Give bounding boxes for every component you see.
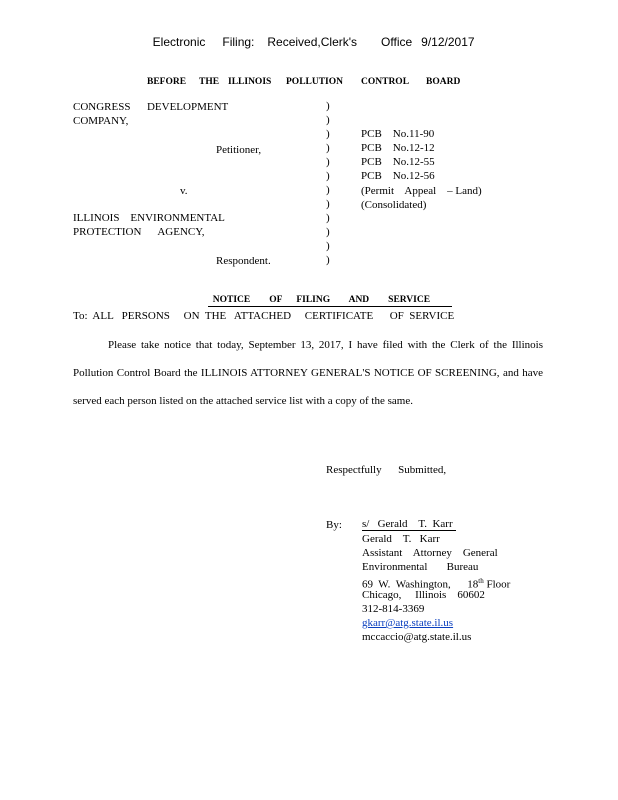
petitioner-role: Petitioner, xyxy=(216,144,262,156)
stamp-word: Electronic xyxy=(152,35,206,49)
electronic-signature: s/ Gerald T. Karr xyxy=(362,518,456,531)
caption-paren: ) xyxy=(326,156,330,168)
email-link[interactable]: gkarr@atg.state.il.us xyxy=(362,617,454,629)
body-paragraph: Please take notice that today, September 13, 2017, I have filed with the Clerk of the Illinois Pollution Control Board the ILLINOIS ATTORNEY GENERAL'S NOTICE OF SCREENING, and have served each person listed on the attached service list with a copy of the same. xyxy=(73,339,543,407)
consolidated-label: (Consolidated) xyxy=(361,199,427,211)
caption-paren: ) xyxy=(326,254,330,266)
floor-ordinal: th xyxy=(478,577,484,585)
case-number: PCB No.12-56 xyxy=(361,170,435,182)
board-heading-word: POLLUTION xyxy=(286,77,344,87)
signer-name: Gerald T. Karr xyxy=(362,533,440,545)
address-floor: Floor xyxy=(483,578,511,591)
address-line-2: Chicago, Illinois 60602 xyxy=(362,589,485,601)
notice-title xyxy=(208,282,452,307)
case-number: PCB No.12-55 xyxy=(361,156,435,168)
stamp-date: 9/12/2017 xyxy=(421,35,475,49)
board-heading-word: THE xyxy=(199,77,220,87)
respondent-role: Respondent. xyxy=(216,255,271,267)
caption-paren: ) xyxy=(326,128,330,140)
stamp-word: Received,Clerk's xyxy=(267,35,358,49)
caption-paren: ) xyxy=(326,212,330,224)
signer-bureau: Environmental Bureau xyxy=(362,561,479,573)
signer-title: Assistant Attorney General xyxy=(362,547,498,559)
email-secondary: mccaccio@atg.state.il.us xyxy=(362,631,472,643)
by-label: By: xyxy=(326,519,342,531)
address-street: 69 W. Washington, 18 xyxy=(362,578,479,591)
petitioner-name-line: CONGRESS DEVELOPMENT xyxy=(73,101,229,113)
respondent-name-line: ILLINOIS ENVIRONMENTAL xyxy=(73,212,225,224)
caption-paren: ) xyxy=(326,226,330,238)
board-heading-word: ILLINOIS xyxy=(228,77,272,87)
petitioner-name-line: COMPANY, xyxy=(73,115,129,127)
stamp-word: Filing: xyxy=(222,35,255,49)
caption-paren: ) xyxy=(326,114,330,126)
caption-paren: ) xyxy=(326,100,330,112)
respondent-name-line: PROTECTION AGENCY, xyxy=(73,226,205,238)
caption-paren: ) xyxy=(326,170,330,182)
notice-title-text: NOTICE OF FILING AND SERVICE xyxy=(212,295,431,305)
case-type: (Permit Appeal – Land) xyxy=(361,185,482,197)
to-line: To: ALL PERSONS ON THE ATTACHED CERTIFICATE OF SERVICE xyxy=(73,310,455,322)
versus-label: v. xyxy=(180,185,188,197)
board-heading-word: BEFORE xyxy=(147,77,187,87)
closing-line: Respectfully Submitted, xyxy=(326,464,447,476)
stamp-word: Office xyxy=(381,35,413,49)
case-number: PCB No.12-12 xyxy=(361,142,435,154)
filing-stamp xyxy=(146,21,475,49)
caption-paren: ) xyxy=(326,184,330,196)
caption-paren: ) xyxy=(326,198,330,210)
caption-paren: ) xyxy=(326,240,330,252)
board-heading-word: CONTROL xyxy=(361,77,410,87)
case-number: PCB No.11-90 xyxy=(361,128,435,140)
board-heading-word: BOARD xyxy=(426,77,461,87)
caption-paren: ) xyxy=(326,142,330,154)
phone-number: 312-814-3369 xyxy=(362,603,425,615)
